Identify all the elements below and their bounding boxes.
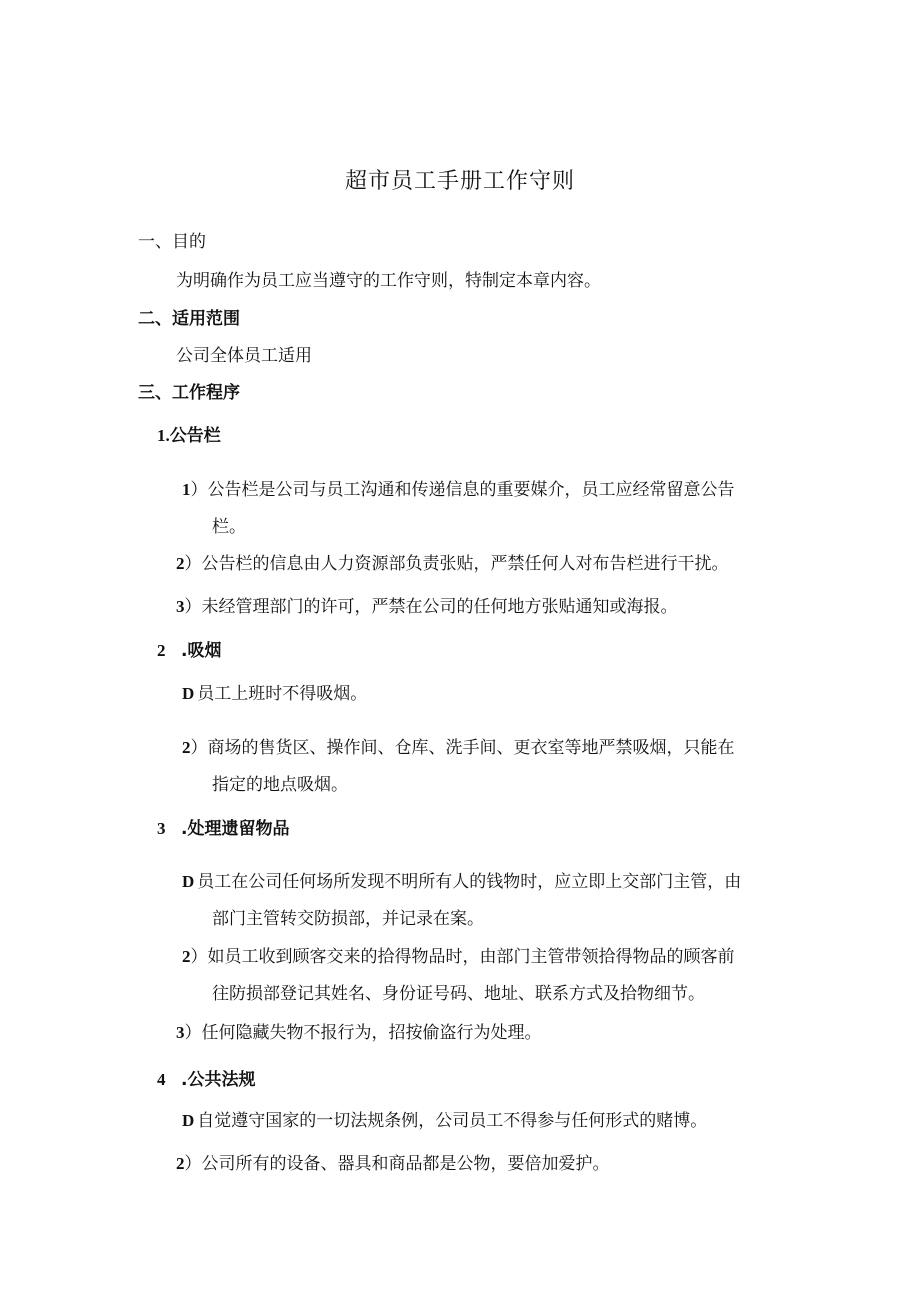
subsection-number: 3	[157, 819, 166, 838]
item-text: ）商场的售货区、操作间、仓库、洗手间、更衣室等地严禁吸烟，只能在	[190, 738, 735, 758]
section-body-purpose: 为明确作为员工应当遵守的工作守则，特制定本章内容。	[176, 271, 601, 291]
subsection-number: 4	[157, 1070, 166, 1089]
item-text: ）如员工收到顾客交来的拾得物品时，由部门主管带领拾得物品的顾客前	[190, 947, 735, 967]
list-item	[182, 946, 735, 968]
list-item	[176, 1022, 542, 1044]
item-text: ）任何隐藏失物不报行为，招按偷盗行为处理。	[184, 1023, 542, 1043]
item-text-continued: 指定的地点吸烟。	[212, 775, 348, 795]
section-heading-purpose: 一、目的	[138, 232, 206, 252]
subsection-heading-regulations	[157, 1069, 255, 1091]
section-heading-procedure: 三、工作程序	[138, 383, 240, 403]
subsection-title: 公告栏	[169, 426, 221, 446]
section-heading-scope: 二、适用范围	[138, 309, 240, 329]
item-number: 3	[176, 597, 185, 616]
item-text: 员工上班时不得吸烟。	[197, 684, 368, 704]
item-text-continued: 部门主管转交防损部，并记录在案。	[212, 909, 484, 929]
subsection-number: 1.	[157, 426, 170, 445]
item-number: D	[182, 1111, 195, 1130]
subsection-title: .公共法规	[181, 1070, 256, 1090]
item-number: D	[182, 872, 195, 891]
item-text: ）公告栏是公司与员工沟通和传递信息的重要媒介，员工应经常留意公告	[190, 480, 735, 500]
item-number: 2	[176, 554, 185, 573]
item-text: ）公司所有的设备、器具和商品都是公物，要倍加爱护。	[184, 1154, 610, 1174]
item-text: 员工在公司任何场所发现不明所有人的钱物时，应立即上交部门主管，由	[197, 872, 742, 892]
list-item	[182, 737, 735, 759]
list-item	[182, 479, 735, 501]
item-number: 2	[182, 738, 191, 757]
item-number: 3	[176, 1023, 185, 1042]
item-text-continued: 栏。	[212, 517, 246, 537]
subsection-heading-lost-items	[157, 818, 289, 840]
subsection-title: .处理遗留物品	[181, 819, 290, 839]
subsection-number: 2	[157, 641, 166, 660]
list-item	[182, 1110, 707, 1132]
item-number: 1	[182, 480, 191, 499]
item-number: 2	[176, 1154, 185, 1173]
list-item	[176, 553, 729, 575]
item-text-continued: 往防损部登记其姓名、身份证号码、地址、联系方式及拾物细节。	[212, 984, 705, 1004]
list-item	[182, 683, 367, 705]
item-text: ）未经管理部门的许可，严禁在公司的任何地方张贴通知或海报。	[184, 597, 678, 617]
document-title: 超市员工手册工作守则	[344, 169, 575, 194]
list-item	[182, 871, 741, 893]
subsection-title: .吸烟	[181, 641, 222, 661]
list-item	[176, 1153, 610, 1175]
section-body-scope: 公司全体员工适用	[176, 346, 312, 366]
item-text: 自觉遵守国家的一切法规条例，公司员工不得参与任何形式的赌博。	[197, 1111, 708, 1131]
item-number: 2	[182, 947, 191, 966]
item-text: ）公告栏的信息由人力资源部负责张贴，严禁任何人对布告栏进行干扰。	[184, 554, 729, 574]
item-number: D	[182, 684, 195, 703]
subsection-heading-smoking	[157, 640, 221, 662]
subsection-heading-bulletin	[157, 425, 221, 447]
list-item	[176, 596, 678, 618]
